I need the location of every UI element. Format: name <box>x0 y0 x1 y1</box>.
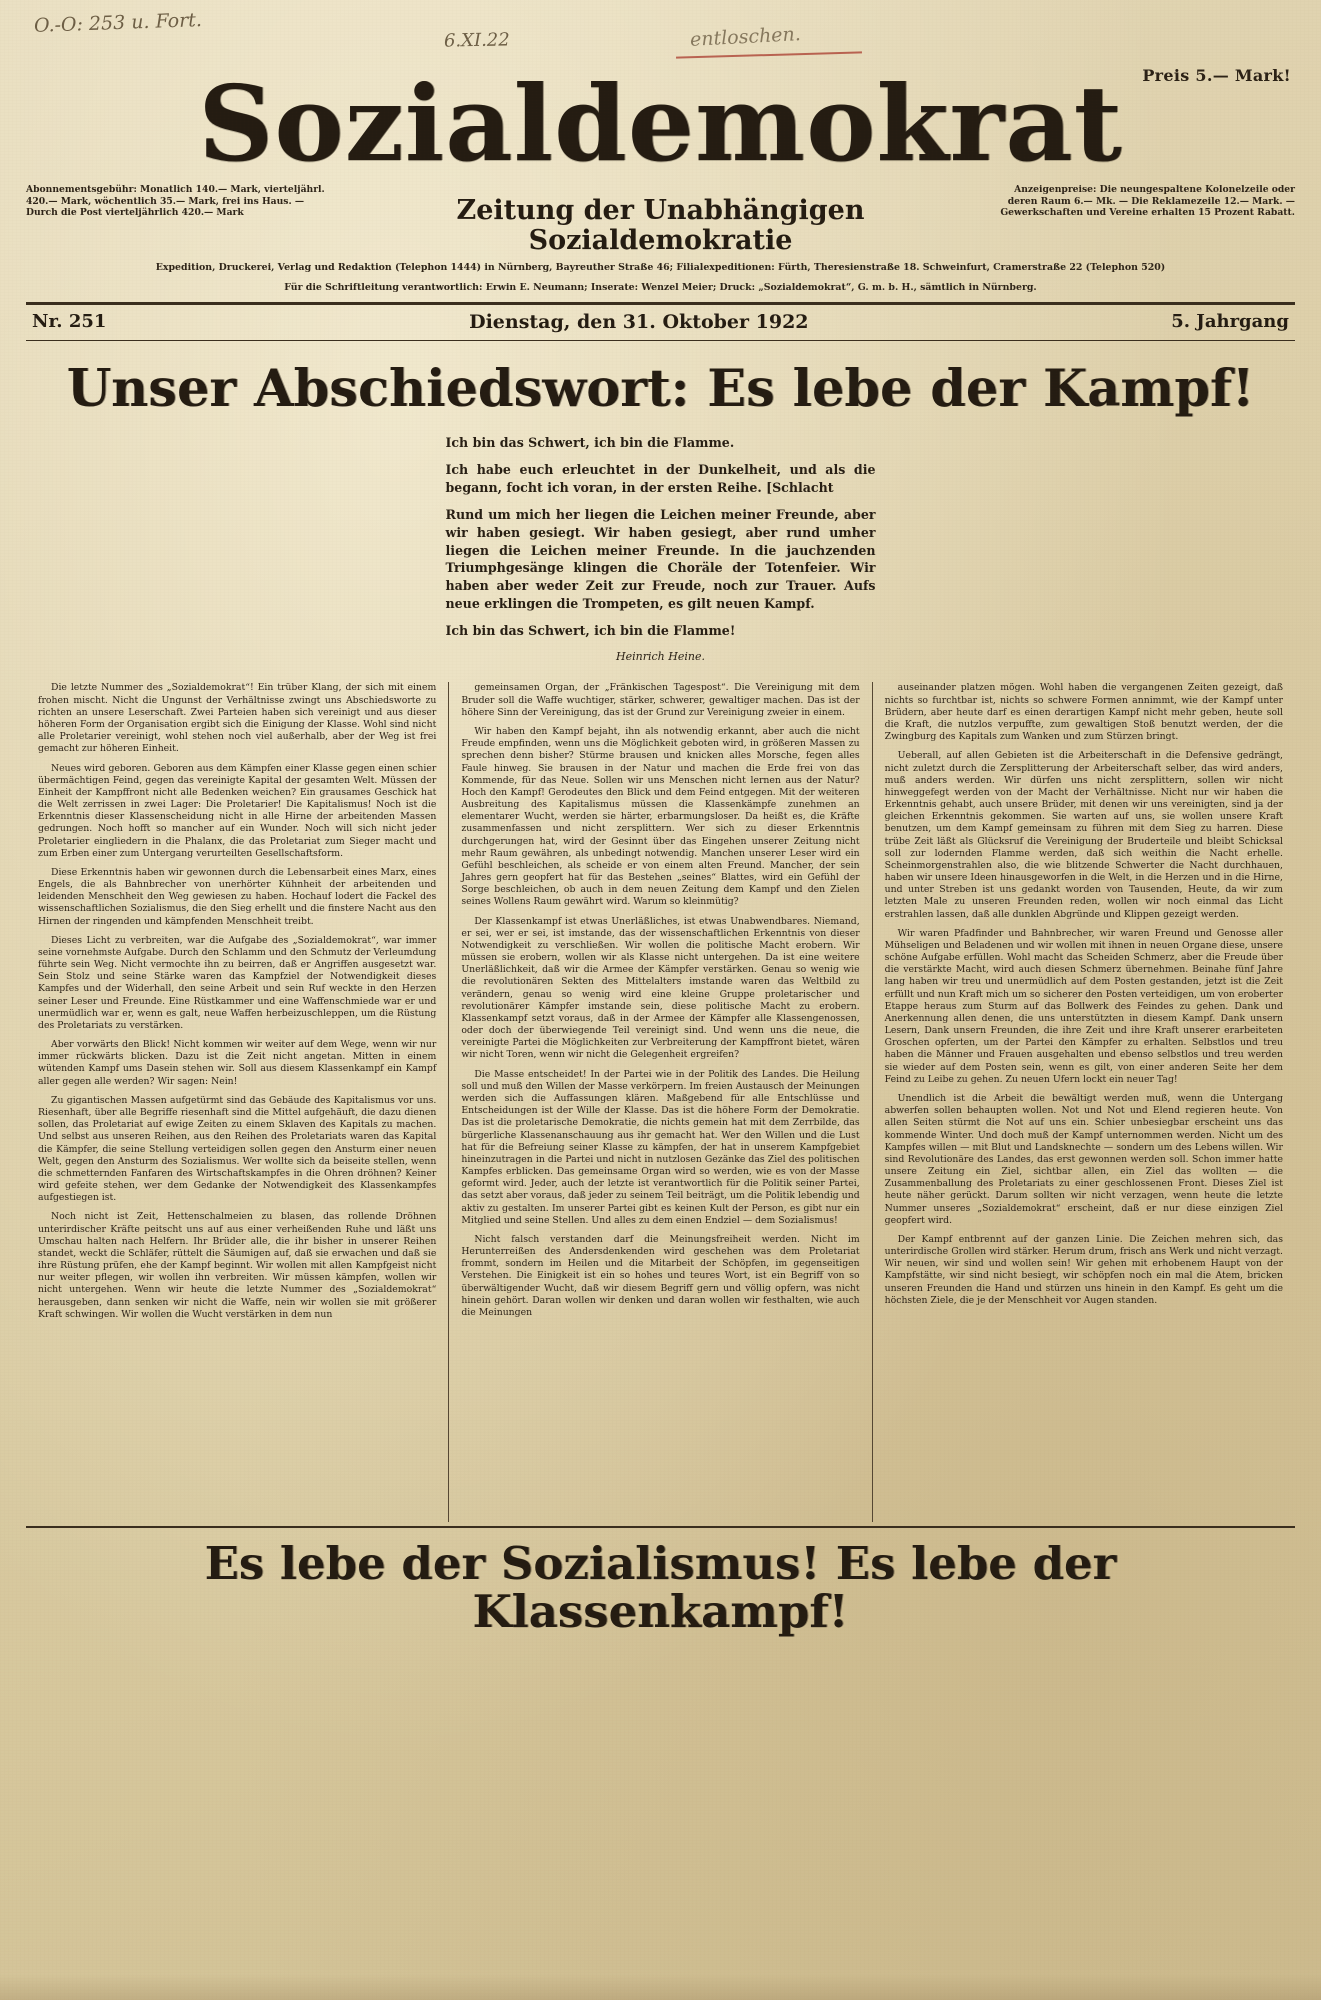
paragraph: Aber vorwärts den Blick! Nicht kommen wir weiter auf dem Wege, wenn wir nur immer rückwärts blicken. Dazu ist die Zeit nicht angetan. Mitten in einem wütenden Kampf ums Dasein stehen wir. Soll aus diesem Klassenkampf ein Kampf aller gegen alle werden? Wir sagen: Nein! <box>38 1039 437 1087</box>
poem-stanza-4: Ich bin das Schwert, ich bin die Flamme! <box>445 623 736 638</box>
issue-volume: 5. Jahrgang <box>1171 311 1289 333</box>
masthead-subtitle: Zeitung der Unabhängigen Sozialdemokratie <box>456 194 865 256</box>
masthead-title: Sozialdemokrat <box>198 62 1123 185</box>
paragraph: gemeinsamen Organ, der „Fränkischen Tagespost“. Die Vereinigung mit dem Bruder soll die Waffe wuchtiger, stärker, schwerer, gewaltiger machen. Das ist der höhere Sinn der Vereinigung, das ist der Grund zur Vereinigung zweier in einem. <box>461 682 860 718</box>
paragraph: Die Masse entscheidet! In der Partei wie in der Politik des Landes. Die Heilung soll und muß den Willen der Masse verkörpern. Im freien Austausch der Meinungen werden sich die Auffassungen klären. Maßgebend für alle Entschlüsse und Entscheidungen ist der Wille der Klasse. Das ist die höhere Form der Demokratie. Das ist die proletarische Demokratie, die nichts gemein hat mit dem Zerrbilde, das bürgerliche Klassenanschauung aus ihr gemacht hat. Wer den Willen und die Lust hat für die Befreiung seiner Klasse zu kämpfen, der hat in unserem Kampfgebiet hineinzutragen in die Partei und nicht in nutzlosen Gezänke das Ziel des politischen Kampfes erblicken. Das gemeinsame Organ wird so werden, wie es von der Masse geformt wird. Jeder, auch der letzte ist verantwortlich für die Politik seiner Partei, das setzt aber voraus, daß jeder zu seinem Teil beiträgt, um die Politik lebendig und aktiv zu gestalten. Im unserer Partei gibt es keinen Kult der Person, es gibt nur ein Mitglied und seine Stellen. Und alles zu dem einen Endziel — dem Sozialismus! <box>461 1068 860 1226</box>
page-bottom-shading <box>0 1974 1321 2000</box>
subscription-info: Abonnementsgebühr: Monatlich 140.— Mark, vierteljährl. 420.— Mark, wöchentlich 35.— Mark, frei ins Haus. — Durch die Post vierteljährlich 420.— Mark <box>26 183 325 219</box>
paragraph: auseinander platzen mögen. Wohl haben die vergangenen Zeiten gezeigt, daß nichts so furchtbar ist, nichts so schwere Formen annimmt, wie der Kampf unter Brüdern, aber heute darf es einen derartigen Kampf nicht mehr geben, heute soll die Kraft, die nutzlos verpuffte, zum gewaltigen Stoß benutzt werden, der die Zwingburg des Kapitals zum Wanken und zum Stürzen bringt. <box>884 682 1283 743</box>
issue-number: Nr. 251 <box>32 311 107 333</box>
footer-slogan: Es lebe der Sozialismus! Es lebe der Klassenkampf! <box>204 1537 1117 1638</box>
paragraph: Wir haben den Kampf bejaht, ihn als notwendig erkannt, aber auch die nicht Freude empfinden, wenn uns die Möglichkeit geboten wird, in größeren Massen zu sprechen denn bisher? Stürme brausen und knicken alles Morsche, fegen alles Faule hinweg. Sie brausen in der Natur und machen die Erde frei von das Kommende, für das Neue. Sollen wir uns Menschen nicht lernen aus der Natur? Hoch den Kampf! Gerodeutes den Blick und dem Feind entgegen. Mit der weiteren Ausbreitung des Kapitalismus müssen die Klassenkämpfe zunehmen an elementarer Wucht, werden sie härter, erbarmungsloser. Da heißt es, die Kräfte zusammenfassen und nicht zersplittern. Wer sich zu dieser Erkenntnis durchgerungen hat, wird der Gesinnt über das Eingehen unserer Zeitung nicht mehr Raum gewähren, als unbedingt notwendig. Manchen unserer Leser wird ein Gefühl beschleichen, als scheide er von einem alten Freund. Mancher, der sein Jahres gern geopfert hat für das Bestehen „seines“ Blattes, wird ein Gefühl der Sorge beschleichen, ob auch in dem neuen Zeitung dem Kampf und den Zielen seines Wollens Raum gewährt wird. Warum so kleinmütig? <box>461 726 860 908</box>
paragraph: Noch nicht ist Zeit, Hettenschalmeien zu blasen, das rollende Dröhnen unterirdischer Kräfte peitscht uns auf aus einer verheißenden Ruhe und läßt uns Umschau halten nach Helfern. Ihr Brüder alle, die ihr bisher in unserer Reihen standet, weckt die Schläfer, rüttelt die Säumigen auf, daß sie erwachen und daß sie ihre Rüstung prüfen, ehe der Kampf beginnt. Wir wollen mit allen Kampfgeist nicht nur weiter pflegen, wir wollen ihn verbreiten. Wir müssen kämpfen, wollen wir nicht untergehen. Wenn wir heute die letzte Nummer des „Sozialdemokrat“ herausgeben, dann senken wir nicht die Waffe, nein wir wollen sie mit größerer Kraft schwingen. Wir wollen die Wucht verstärken in dem nun <box>38 1211 437 1320</box>
paragraph: Nicht falsch verstanden darf die Meinungsfreiheit werden. Nicht im Herunterreißen des Andersdenkenden wird geschehen was dem Proletariat frommt, sondern im Heilen und die Mitarbeit der Schöpfen, im gegenseitigen Verstehen. Die Einigkeit ist ein so hohes und teures Wort, ist ein Begriff von so überwältigender Wucht, daß wir diesem Begriff gern und völlig opfern, was nicht hinein gehört. Daran wollen wir denken und daran wollen wir festhalten, wie auch die Meinungen <box>461 1233 860 1318</box>
paragraph: Zu gigantischen Massen aufgetürmt sind das Gebäude des Kapitalismus vor uns. Riesenhaft, über alle Begriffe riesenhaft sind die Mittel aufgehäuft, die dazu dienen sollen, das Proletariat auf ewige Zeiten zu einem Sklaven des Kapitals zu machen. Und selbst aus unseren Reihen, aus den Reihen des Proletariats waren das Kapital die Kämpfer, die seine Stellung verteidigen sollen gegen den Ansturm einer neuen Welt, gegen den Ansturm des Sozialismus. Wer wollte sich da beiseite stellen, wenn die schmetternden Fanfaren des Wirtschaftskampfes in die Ohren dröhnen? Keiner wird gefeite stehen, wer dem Gedanke der Notwendigkeit des Klassenkampfes aufgestiegen ist. <box>38 1094 437 1204</box>
issue-info-bar <box>26 305 1295 340</box>
issue-date: Dienstag, den 31. Oktober 1922 <box>469 310 809 333</box>
paragraph: Wir waren Pfadfinder und Bahnbrecher, wir waren Freund und Genosse aller Mühseligen und Beladenen und wir wollen mit ihnen in neuen Organe diese, unsere schöne Aufgabe erfüllen. Wohl macht das Scheiden Schmerz, aber die Freude über die verstärkte Macht, wird auch diesen Schmerz übernehmen. Beinahe fünf Jahre lang haben wir treu und unermüdlich auf dem Posten gestanden, jetzt ist die Zeit erfüllt und nun Kraft mich um so sicherer den Posten verteidigen, um von eroberter Etappe heraus zum Sturm auf das Bollwerk des Feindes zu gehen. Dank und Anerkennung allen denen, die uns unterstützten in diesem Kampf. Dank unsern Lesern, Dank unsern Freunden, die ihre Zeit und ihre Kraft unserer erarbeiteten Groschen opferten, um der Partei den Kämpfer zu erhalten. Selbstlos und treu haben die Männer und Frauen ausgehalten und ebenso selbstlos und treu werden sie wieder auf dem Posten sein, wenn es gilt, von einer anderen Seite her dem Feind zu Leibe zu gehen. Zu neuen Ufern lockt ein neuer Tag! <box>884 927 1283 1085</box>
paragraph: Die letzte Nummer des „Sozialdemokrat“! Ein trüber Klang, der sich mit einem frohen mischt. Nicht die Ungunst der Verhältnisse zwingt uns Abschiedsworte zu richten an unsere Leserschaft. Zwei Parteien haben sich vereinigt und aus dieser höheren Form der Organisation ergibt sich die Einigung der Klasse. Wohl sind nicht alle Proletarier vereinigt, wohl stehen noch viel außerhalb, aber der Weg ist frei gemacht zur höheren Einheit. <box>38 682 437 755</box>
price-label: Preis 5.— Mark! <box>1142 66 1291 85</box>
paragraph: Unendlich ist die Arbeit die bewältigt werden muß, wenn die Untergang abwerfen sollen behaupten wollen. Not und Not und Elend regieren heute. Von allen Seiten stürmt die Not auf uns ein. Schier unbesiegbar erscheint uns das kommende Winter. Und doch muß der Kampf unternommen werden. Nicht um des Kampfes willen — mit Blut und Landsknechte — sondern um des Lebens willen. Wir sind Revolutionäre des Landes, das erst gewonnen werden soll. Schon immer hatte unsere Zeitung ein Ziel, sichtbar allen, ein Ziel das wollten — die Zusammenballung des Proletariats zu einer geschlossenen Front. Dieses Ziel ist heute näher gerückt. Darum sollten wir nicht verzagen, wenn heute die letzte Nummer unseres „Sozialdemokrat“ erscheint, daß er nur diese einzigen Ziel geopfert wird. <box>884 1092 1283 1226</box>
paragraph: Neues wird geboren. Geboren aus dem Kämpfen einer Klasse gegen einen schier übermächtigen Feind, gegen das vereinigte Kapital der gesamten Welt. Müssen der Einheit der Kampffront nicht alle Bedenken weichen? Ein grausames Geschick hat die Welt zerrissen in zwei Lager: Die Proletarier! Die Kapitalismus! Noch ist die Erkenntnis dieser Klassenscheidung nicht in alle Hirne der arbeitenden Massen gedrungen. Noch hofft so mancher auf ein Wunder. Noch will sich nicht jeder Proletarier eingliedern in die Phalanx, die das Proletariat zum Sieger macht und zum Erben einer zum Untergang verurteilten Gesellschaftsform. <box>38 762 437 859</box>
paragraph: Dieses Licht zu verbreiten, war die Aufgabe des „Sozialdemokrat“, war immer seine vornehmste Aufgabe. Durch den Schlamm und den Schmutz der Verleumdung führte sein Weg. Nicht vermochte ihn zu beirren, daß er Angriffen ausgesetzt war. Sein Stolz und seine Stärke waren das Kampfziel der Notwendigkeit dieses Kampfes und der Widerhall, den seine Arbeit und sein Ruf weckte in den Herzen seiner Leser und Freunde. Eine Rüstkammer und eine Waffenschmiede war er und unermüdlich war er, wenn es galt, neue Waffen herbeizuschleppen, um die Rüstung des Proletariats zu verstärken. <box>38 934 437 1031</box>
paragraph: Diese Erkenntnis haben wir gewonnen durch die Lebensarbeit eines Marx, eines Engels, die als Bahnbrecher von unerhörter Kühnheit der arbeitenden und leidenden Menschheit den Weg gewiesen zu haben. Hochauf lodert die Fackel des wissenschaftlichen Sozialismus, die den Sieg erhellt und die finstere Nacht aus den Hirnen der ringenden und kämpfenden Menschheit treibt. <box>38 866 437 927</box>
paragraph: Ueberall, auf allen Gebieten ist die Arbeiterschaft in die Defensive gedrängt, nicht zuletzt durch die Zersplitterung der Arbeiterschaft selber, das wird anders, muß anders werden. Wir dürfen uns nicht zersplittern, sollen wir nicht hinweggefegt werden von der Macht der Verhältnisse. Nicht nur wir haben die Erkenntnis gehabt, auch unsere Brüder, mit denen wir uns vereinigten, sind ja der gleichen Erkenntnis gekommen. Sie warten auf uns, sie wollen unsere Kraft benutzen, um dem Kampf gemeinsam zu führen mit dem Sieg zu harren. Diese trübe Zeit läßt als Glücksruf die Vereinigung der Bruderteile und bleibt Schicksal soll zur lodernden Flamme werden, daß sich weithin die Nacht erhelle. Scheinmorgenstrahlen also, die wie blitzende Schwerter die Nacht durchhauen, haben wir unsere Ideen hinausgeworfen in die Welt, in die Herzen und in die Hirne, und unter Streben ist uns gedankt worden von Tausenden, Heute, da wir zum letzten Male zu unseren Freunden reden, wollen wir noch einmal das Licht erstrahlen lassen, daß alle dunklen Abgründe und Klippen gezeigt werden. <box>884 750 1283 920</box>
paragraph: Der Klassenkampf ist etwas Unerläßliches, ist etwas Unabwendbares. Niemand, er sei, wer er sei, ist imstande, das der wissenschaftlichen Erkenntnis von dieser Notwendigkeit zu verschließen. Wir wollen die politische Macht erobern. Wir müssen sie erobern, wollen wir als Klasse nicht untergehen. Da ist eine weitere Unerläßlichkeit, daß wir die Armee der Kämpfer verstärken. Genau so wenig wie die revolutionären Sekten des Mittelalters imstande waren das Weltbild zu verändern, genau so wenig wird eine kleine Gruppe proletarischer und revolutionärer Kämpfer imstande sein, diese politische Macht zu erobern. Klassenkampf setzt voraus, daß in der Armee der Kämpfer alle Klassengenossen, oder doch der überwiegende Teil vereinigt sind. Und wenn uns die neue, die vereinigte Partei die Möglichkeiten zur Verbreiterung der Kampffront bietet, wären wir nicht Toren, wenn wir nicht die Gelegenheit ergreifen? <box>461 915 860 1061</box>
article-column-1 <box>26 682 448 1522</box>
poem-block-wrapper <box>26 432 1295 676</box>
handwritten-note-right: entloschen. <box>689 23 802 51</box>
imprint-line-2: Für die Schriftleitung verantwortlich: Erwin E. Neumann; Inserate: Wenzel Meier; Druck: „Sozialdemokrat“, G. m. b. H., sämtlich in Nürnberg. <box>284 281 1037 293</box>
page-headline: Unser Abschiedswort: Es lebe der Kampf! <box>66 358 1255 419</box>
imprint-line-1: Expedition, Druckerei, Verlag und Redaktion (Telephon 1444) in Nürnberg, Bayreuther Straße 46; Filialexpeditionen: Fürth, Theresienstraße 18. Schweinfurt, Cramerstraße 22 (Telephon 520) <box>155 262 1166 274</box>
poem-signature: Heinrich Heine. <box>616 649 705 663</box>
advertising-rates: Anzeigenpreise: Die neungespaltene Kolonelzeile oder deren Raum 6.— Mk. — Die Reklamezeile 12.— Mark. — Gewerkschaften und Vereine erhalten 15 Prozent Rabatt. <box>1000 183 1295 219</box>
article-column-3 <box>872 682 1295 1522</box>
poem-stanza-2: Ich habe euch erleuchtet in der Dunkelheit, und als die begann, focht ich voran, in der ersten Reihe. [Schlacht <box>445 462 876 495</box>
article-columns <box>26 676 1295 1522</box>
article-column-2 <box>448 682 871 1522</box>
poem-stanza-1: Ich bin das Schwert, ich bin die Flamme. <box>445 435 735 451</box>
poem-block <box>446 434 876 664</box>
handwritten-note-middle: 6.XI.22 <box>443 29 510 52</box>
masthead-middle-row <box>26 184 1295 255</box>
handwritten-note-left: O.-O: 253 u. Fort. <box>33 9 203 37</box>
paragraph: Der Kampf entbrennt auf der ganzen Linie. Die Zeichen mehren sich, das unterirdische Grollen wird stärker. Herum drum, frisch ans Werk und nicht verzagt. Wir neuen, wir sind und wollen sein! Wir gehen mit erhobenem Haupt von der Kampfstätte, wir sind nicht besiegt, wir schöpfen noch ein mal die Atem, bricken unseren Freunden die Hand und stürzen uns hinein in den Kampf. Es geht um die höchsten Ziele, die je der Menschheit vor Augen standen. <box>884 1233 1283 1306</box>
poem-stanza-3: Rund um mich her liegen die Leichen meiner Freunde, aber wir haben gesiegt. Wir haben gesiegt, aber rund umher liegen die Leichen meiner Freunde. In die jauchzenden Triumphgesänge klingen die Choräle der Totenfeier. Wir haben aber weder Zeit zur Freude, noch zur Trauer. Aufs neue erklingen die Trompeten, es gilt neuen Kampf. <box>445 506 876 612</box>
